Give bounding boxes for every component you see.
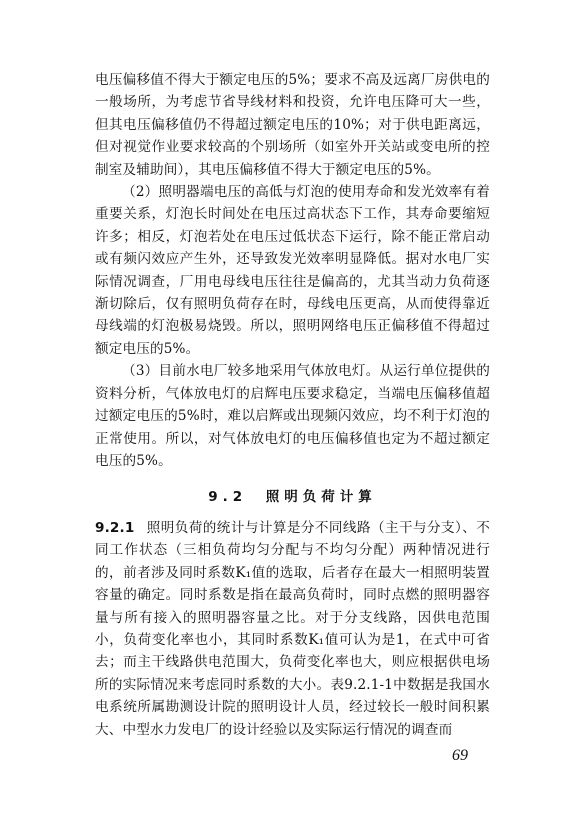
body-text-top <box>95 69 490 472</box>
paragraph-voltage-offset-continued: 电压偏移值不得大于额定电压的5%；要求不高及远离厂房供电的一般场所，为考虑节省导线材料和投资，允许电压降可大一些，但其电压偏移值仍不得超过额定电压的10%；对于供电距离远，但对视觉作业要求较高的个别场所（如室外开关站或变电所的控制室及辅助间），其电压偏移值不得大于额定电压的5%。 <box>95 72 490 178</box>
paragraph-item-2: （2）照明器端电压的高低与灯泡的使用寿命和发光效率有着重要关系，灯泡长时间处在电压过高状态下工作，其寿命要缩短许多；相反，灯泡若处在电压过低状态下运行，除不能正常启动或有频闪效应产生外，还导致发光效率明显降低。据对水电厂实际情况调查，厂用电母线电压往往是偏高的，尤其当动力负荷逐渐切除后，仅有照明负荷存在时，母线电压更高，从而使得靠近母线端的灯泡极易烧毁。所以，照明网络电压正偏移值不得超过额定电压的5%。 <box>95 184 490 357</box>
subsection-paragraph <box>95 517 490 741</box>
paragraph-item-3: （3）目前水电厂较多地采用气体放电灯。从运行单位提供的资料分析，气体放电灯的启辉电压要求稳定，当端电压偏移值超过额定电压的5%时，难以启辉或出现频闪效应，均不利于灯泡的正常使用。所以，对气体放电灯的电压偏移值也定为不超过额定电压的5%。 <box>95 363 490 469</box>
subsection-text: 照明负荷的统计与计算是分不同线路（主干与分支）、不同工作状态（三相负荷均匀分配与不均匀分配）两种情况进行的，前者涉及同时系数K₁值的选取，后者存在最大一相照明装置容量的确定。同时系数是指在最高负荷时，同时点燃的照明器容量与所有接入的照明器容量之比。对于分支线路，因供电范围小，负荷变化率也小，其同时系数K₁值可认为是1，在式中可省去；而主干线路供电范围大，负荷变化率也大，则应根据供电场所的实际情况来考虑同时系数的大小。表9.2.1-1中数据是我国水电系统所属勘测设计院的照明设计人员，经过较长一般时间积累大、中型水力发电厂的设计经验以及实际运行情况的调查而 <box>95 520 490 738</box>
section-heading: 9.2 照明负荷计算 <box>208 489 377 505</box>
subsection-number: 9.2.1 <box>95 520 135 536</box>
body-text-bottom <box>95 517 490 741</box>
page-number: 69 <box>452 747 468 764</box>
